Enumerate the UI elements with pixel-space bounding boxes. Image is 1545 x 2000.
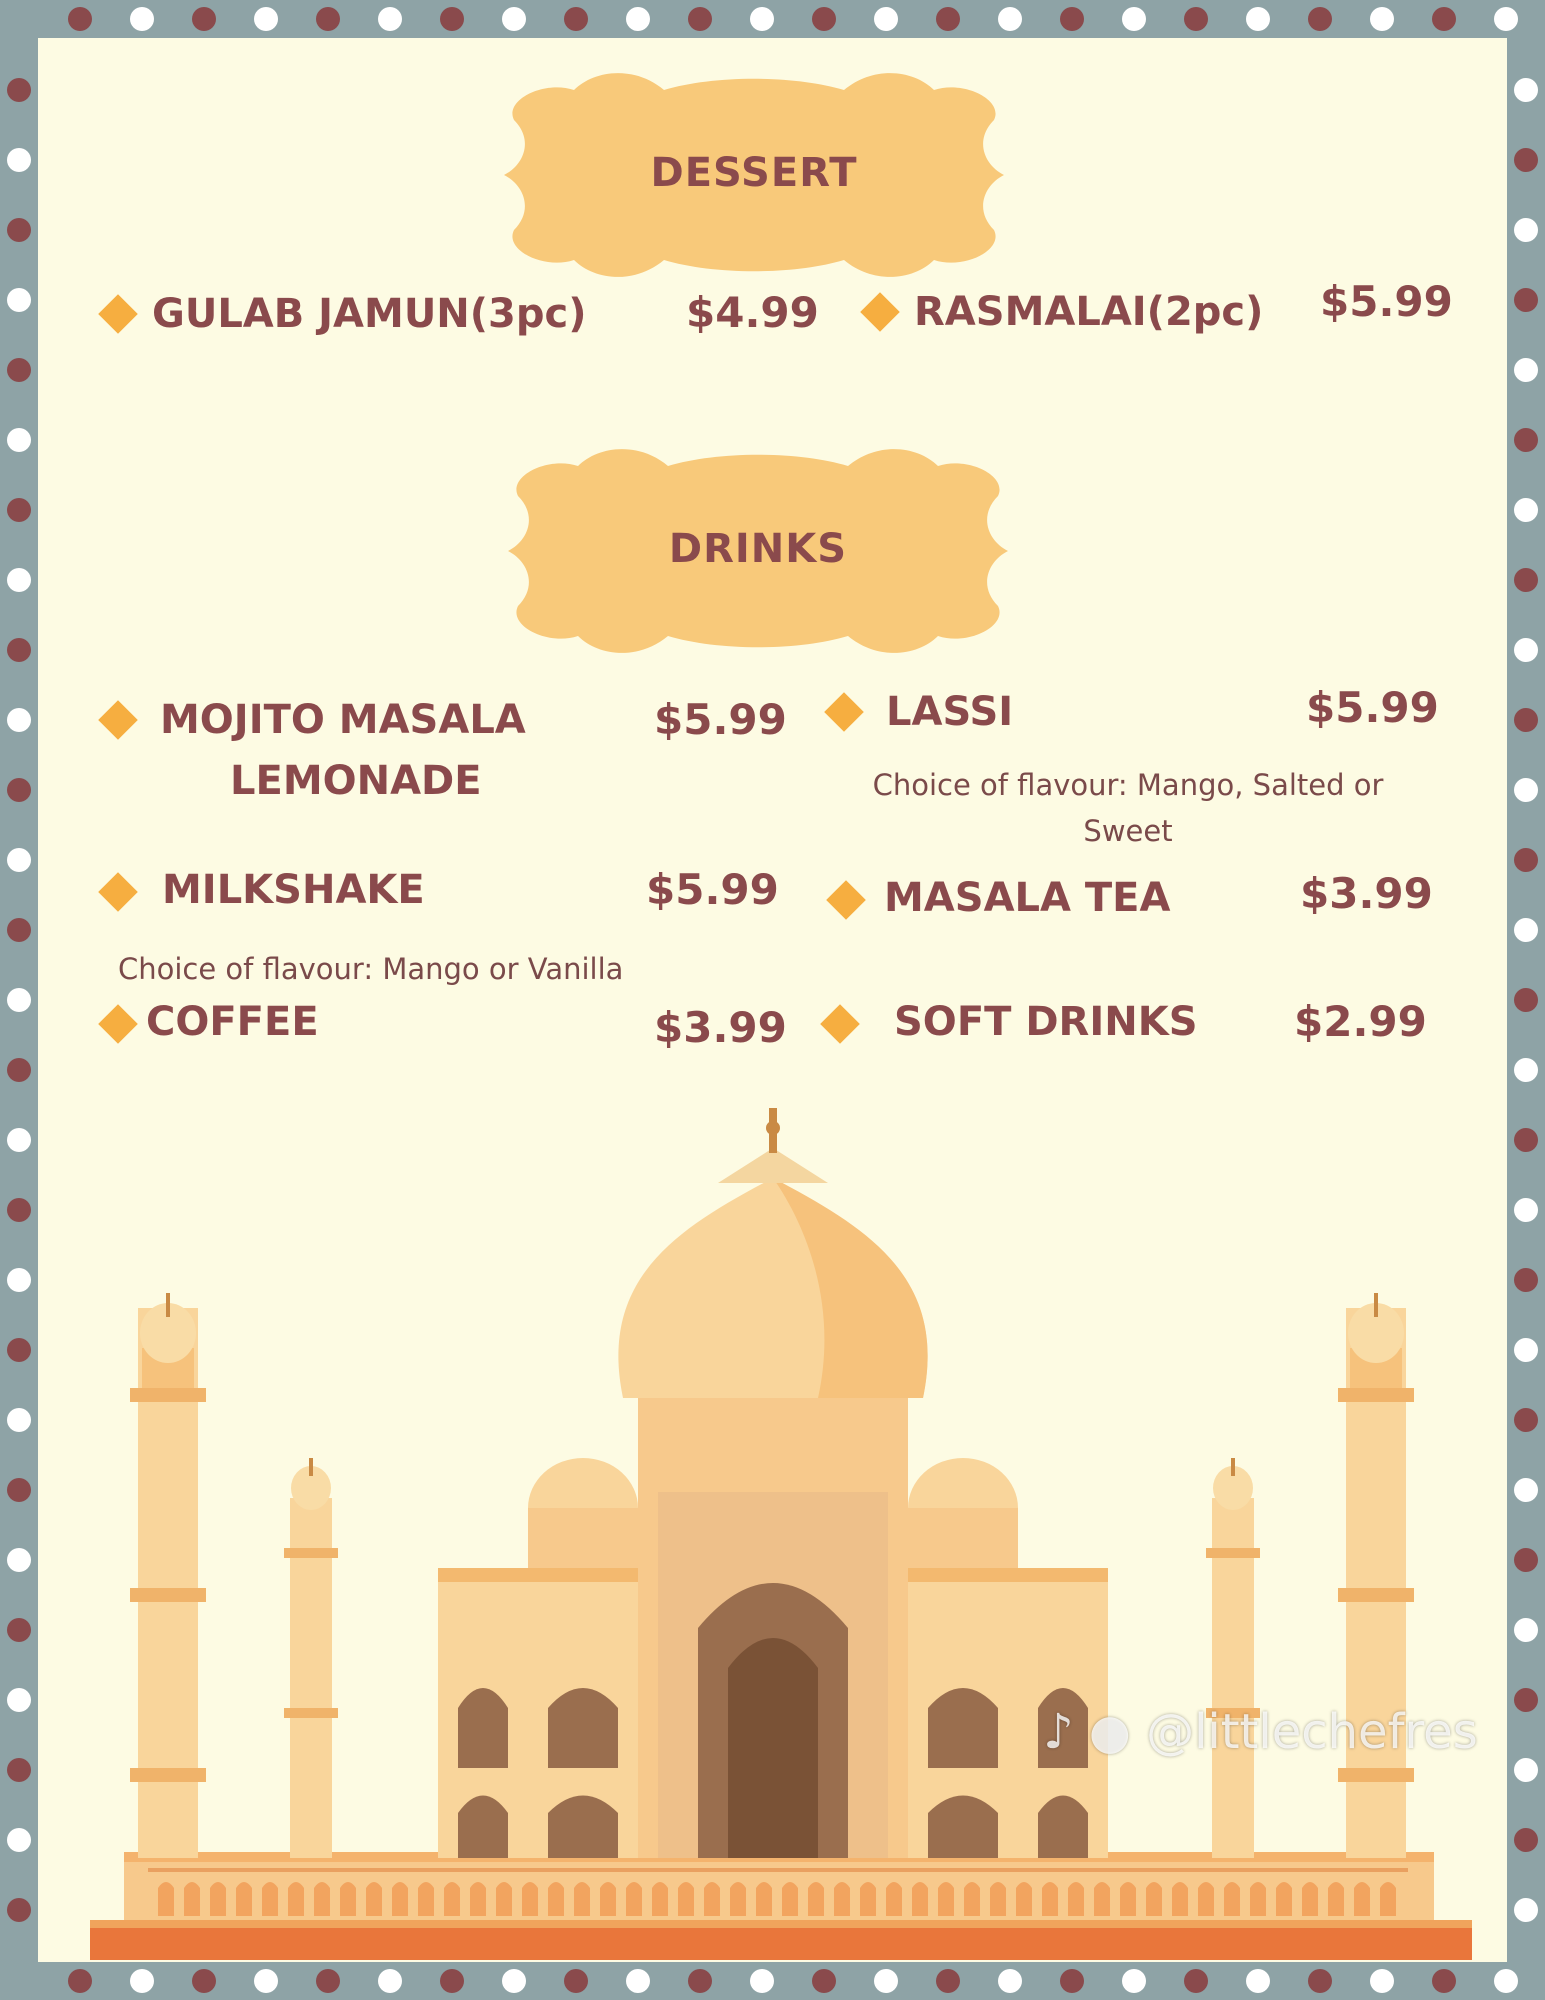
- border-dot: [68, 7, 92, 31]
- bullet-diamond-icon: [860, 292, 900, 332]
- border-dot: [1514, 1548, 1538, 1572]
- border-dot: [316, 7, 340, 31]
- border-dot: [998, 1969, 1022, 1993]
- border-dot: [1514, 358, 1538, 382]
- border-dot: [1514, 498, 1538, 522]
- border-dot: [316, 1969, 340, 1993]
- border-dot: [1514, 1688, 1538, 1712]
- drinks-title: DRINKS: [668, 526, 848, 572]
- minaret-right-outer: [1338, 1293, 1414, 1858]
- border-dot: [1370, 7, 1394, 31]
- border-dot: [874, 7, 898, 31]
- menu-item-name: LEMONADE: [230, 758, 482, 804]
- bullet-diamond-icon: [820, 1004, 860, 1044]
- border-dot: [1514, 778, 1538, 802]
- border-dot: [7, 1478, 31, 1502]
- border-dot: [1514, 568, 1538, 592]
- border-dot: [1432, 7, 1456, 31]
- border-dot: [7, 1338, 31, 1362]
- bullet-diamond-icon: [824, 692, 864, 732]
- border-dot: [626, 7, 650, 31]
- border-dot: [378, 7, 402, 31]
- border-dot: [192, 7, 216, 31]
- menu-item-price: $5.99: [646, 865, 779, 914]
- border-dot: [1494, 7, 1518, 31]
- border-dot: [998, 7, 1022, 31]
- border-dot: [874, 1969, 898, 1993]
- border-dot: [1514, 988, 1538, 1012]
- menu-page: [38, 38, 1507, 1962]
- border-dot: [812, 7, 836, 31]
- menu-item-name: MOJITO MASALA: [160, 697, 526, 743]
- border-dot: [564, 1969, 588, 1993]
- border-dot: [688, 1969, 712, 1993]
- border-dot: [1514, 918, 1538, 942]
- border-dot: [502, 7, 526, 31]
- border-dot: [1514, 1408, 1538, 1432]
- menu-item-name: RASMALAI(2pc): [914, 289, 1264, 335]
- border-dot: [7, 1198, 31, 1222]
- border-dot: [254, 7, 278, 31]
- border-dot: [1514, 1198, 1538, 1222]
- menu-item-note: Sweet: [1083, 814, 1173, 848]
- border-dot: [502, 1969, 526, 1993]
- border-dot: [7, 1758, 31, 1782]
- border-dot: [7, 1688, 31, 1712]
- menu-item-price: $3.99: [1300, 869, 1433, 918]
- watermark: [1043, 1704, 1478, 1760]
- border-dot: [1514, 1128, 1538, 1152]
- border-dot: [7, 778, 31, 802]
- border-dot: [1514, 1478, 1538, 1502]
- border-dot: [7, 1408, 31, 1432]
- border-dot: [1246, 7, 1270, 31]
- border-dot: [1184, 1969, 1208, 1993]
- border-dot: [7, 498, 31, 522]
- border-dot: [7, 428, 31, 452]
- minaret-left-inner: [284, 1458, 338, 1858]
- border-dot: [7, 1828, 31, 1852]
- border-dot: [1060, 7, 1084, 31]
- border-dot: [1514, 708, 1538, 732]
- menu-item-name: GULAB JAMUN(3pc): [152, 291, 587, 337]
- border-dot: [378, 1969, 402, 1993]
- border-dot: [1514, 638, 1538, 662]
- tiktok-logo-icon: ♪: [1043, 1704, 1074, 1760]
- menu-item-name: MILKSHAKE: [162, 867, 425, 913]
- taj-mahal-illustration: [38, 1068, 1507, 1962]
- dessert-title: DESSERT: [650, 150, 858, 196]
- menu-item-price: $5.99: [1306, 683, 1439, 732]
- border-dot: [7, 568, 31, 592]
- border-dot: [1514, 148, 1538, 172]
- border-dot: [1514, 1338, 1538, 1362]
- minaret-right-inner: [1206, 1458, 1260, 1858]
- border-dot: [688, 7, 712, 31]
- border-dot: [1122, 7, 1146, 31]
- bullet-diamond-icon: [98, 700, 138, 740]
- menu-item-name: SOFT DRINKS: [894, 999, 1198, 1045]
- border-dot: [192, 1969, 216, 1993]
- border-dot: [1514, 1898, 1538, 1922]
- border-dot: [626, 1969, 650, 1993]
- menu-item-name: LASSI: [886, 689, 1014, 735]
- menu-item-note: Choice of flavour: Mango, Salted or: [872, 768, 1384, 802]
- border-dot: [7, 78, 31, 102]
- border-dot: [1514, 1058, 1538, 1082]
- border-dot: [936, 1969, 960, 1993]
- border-dot: [1514, 288, 1538, 312]
- border-dot: [7, 1128, 31, 1152]
- menu-item-price: $2.99: [1294, 997, 1427, 1046]
- border-dot: [7, 358, 31, 382]
- border-dot: [440, 7, 464, 31]
- watermark-text: @littlechefres: [1146, 1704, 1478, 1760]
- bullet-diamond-icon: [98, 872, 138, 912]
- border-dot: [130, 7, 154, 31]
- border-dot: [1514, 1618, 1538, 1642]
- border-dot: [7, 1618, 31, 1642]
- dessert-banner: [464, 70, 1044, 280]
- drinks-banner: [468, 446, 1048, 656]
- border-dot: [1060, 1969, 1084, 1993]
- border-dot: [7, 988, 31, 1012]
- border-dot: [1122, 1969, 1146, 1993]
- border-dot: [1184, 7, 1208, 31]
- border-dot: [1494, 1969, 1518, 1993]
- border-dot: [750, 1969, 774, 1993]
- menu-item-name: COFFEE: [146, 999, 319, 1045]
- border-dot: [7, 638, 31, 662]
- border-dot: [7, 1898, 31, 1922]
- menu-item-note: Choice of flavour: Mango or Vanilla: [118, 952, 624, 986]
- border-dot: [7, 918, 31, 942]
- border-dot: [7, 1548, 31, 1572]
- border-dot: [1246, 1969, 1270, 1993]
- border-dot: [7, 1268, 31, 1292]
- border-dot: [1514, 428, 1538, 452]
- bullet-diamond-icon: [98, 294, 138, 334]
- border-dot: [7, 708, 31, 732]
- border-dot: [7, 288, 31, 312]
- bullet-diamond-icon: [826, 880, 866, 920]
- minaret-left-outer: [130, 1293, 206, 1858]
- border-dot: [1514, 78, 1538, 102]
- border-dot: [7, 218, 31, 242]
- border-dot: [440, 1969, 464, 1993]
- border-dot: [1514, 218, 1538, 242]
- menu-item-price: $5.99: [654, 695, 787, 744]
- border-dot: [68, 1969, 92, 1993]
- border-dot: [130, 1969, 154, 1993]
- menu-item-price: $3.99: [654, 1003, 787, 1052]
- border-dot: [1514, 1828, 1538, 1852]
- border-dot: [7, 1058, 31, 1082]
- border-dot: [254, 1969, 278, 1993]
- menu-item-name: MASALA TEA: [884, 875, 1171, 921]
- border-dot: [1370, 1969, 1394, 1993]
- menu-item-price: $5.99: [1320, 277, 1453, 326]
- border-dot: [7, 848, 31, 872]
- border-dot: [1514, 1758, 1538, 1782]
- border-dot: [1308, 1969, 1332, 1993]
- border-dot: [1514, 1268, 1538, 1292]
- bullet-diamond-icon: [98, 1004, 138, 1044]
- menu-item-price: $4.99: [686, 288, 819, 337]
- border-dot: [936, 7, 960, 31]
- border-dot: [1308, 7, 1332, 31]
- border-dot: [7, 148, 31, 172]
- user-icon: ●: [1088, 1704, 1131, 1760]
- border-dot: [750, 7, 774, 31]
- border-dot: [564, 7, 588, 31]
- border-dot: [1432, 1969, 1456, 1993]
- border-dot: [812, 1969, 836, 1993]
- border-dot: [1514, 848, 1538, 872]
